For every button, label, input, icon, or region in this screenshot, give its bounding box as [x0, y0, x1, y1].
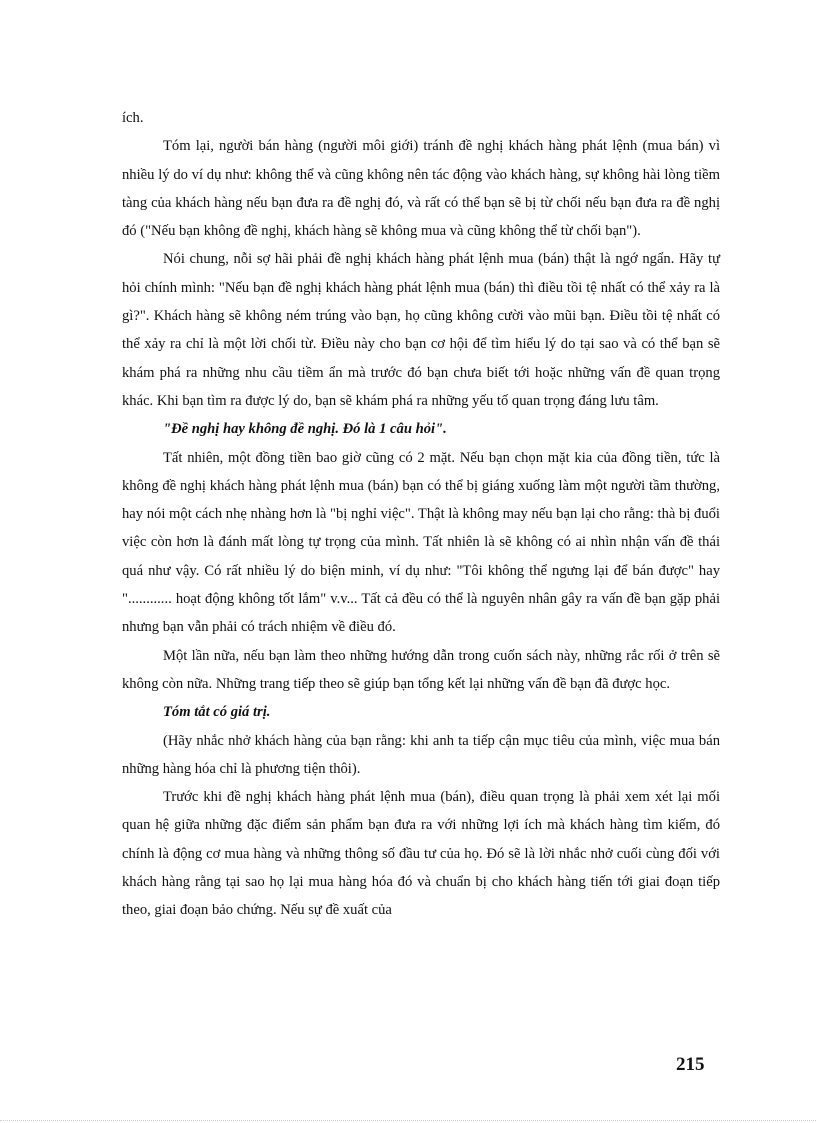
paragraph: (Hãy nhắc nhở khách hàng của bạn rằng: khi anh ta tiếp cận mục tiêu của mình, việc mua bán những hàng hóa chỉ là phương tiện thôi).: [122, 732, 720, 777]
paragraph: Tất nhiên, một đồng tiền bao giờ cũng có 2 mặt. Nếu bạn chọn mặt kia của đồng tiền, tức là không đề nghị khách hàng phát lệnh mua (bán) bạn có thể bị giáng xuống làm một người tầm thường, hay nói một cách nhẹ nhàng hơn là "bị nghỉ việc". Thật là không may nếu bạn lại cho rằng: thà bị đuổi việc còn hơn là đánh mất lòng tự trọng của mình. Tất nhiên là sẽ không có ai nhìn nhận vấn đề thái quá như vậy. Có rất nhiều lý do biện minh, ví dụ như: "Tôi không thể ngưng lại để bán được" hay "............ hoạt động không tốt lắm" v.v... Tất cả đều có thể là nguyên nhân gây ra vấn đề bạn gặp phải nhưng bạn vẫn phải có trách nhiệm về điều đó.: [122, 449, 720, 636]
paragraph: Nói chung, nỗi sợ hãi phải đề nghị khách hàng phát lệnh mua (bán) thật là ngớ ngẩn. Hãy tự hỏi chính mình: "Nếu bạn đề nghị khách hàng phát lệnh mua (bán) thì điều tồi tệ nhất có thể xảy ra là gì?". Khách hàng sẽ không ném trúng vào bạn, họ cũng không cười vào mũi bạn. Điều tồi tệ nhất có thể xảy ra chỉ là một lời chối từ. Điều này cho bạn cơ hội để tìm hiểu lý do tại sao và có thể bạn sẽ khám phá ra những nhu cầu tiềm ẩn mà trước đó bạn chưa biết tới hoặc những vấn đề quan trọng khác. Khi bạn tìm ra được lý do, bạn sẽ khám phá ra những yếu tố quan trọng đáng lưu tâm.: [122, 251, 720, 409]
paragraph: Trước khi đề nghị khách hàng phát lệnh mua (bán), điều quan trọng là phải xem xét lại mối quan hệ giữa những đặc điểm sản phẩm bạn đưa ra với những lợi ích mà khách hàng tìm kiếm, đó chính là động cơ mua hàng và những thông số đầu tư của họ. Đó sẽ là lời nhắc nhở cuối cùng đối với khách hàng rằng tại sao họ lại mua hàng hóa đó và chuẩn bị cho khách hàng tiến tới giai đoạn tiếp theo, giai đoạn bảo chứng. Nếu sự đề xuất của: [122, 789, 720, 919]
paragraph: Một lần nữa, nếu bạn làm theo những hướng dẫn trong cuốn sách này, những rắc rối ở trên sẽ không còn nữa. Những trang tiếp theo sẽ giúp bạn tổng kết lại những vấn đề bạn đã được học.: [122, 647, 720, 692]
section-heading: "Đề nghị hay không đề nghị. Đó là 1 câu hỏi".: [163, 421, 447, 438]
body-text: [122, 104, 720, 925]
paragraph: Tóm lại, người bán hàng (người môi giới) tránh đề nghị khách hàng phát lệnh (mua bán) vì nhiều lý do ví dụ như: không thể và cũng không nên tác động vào khách hàng, sự không hài lòng tiềm tàng của khách hàng nếu bạn đưa ra đề nghị đó, và rất có thể bạn sẽ bị từ chối nếu bạn đưa ra đề nghị đó ("Nếu bạn không đề nghị, khách hàng sẽ không mua và cũng không thể từ chối bạn").: [122, 138, 720, 240]
page-bottom-divider: [0, 1120, 816, 1121]
section-heading: Tóm tắt có giá trị.: [163, 704, 271, 721]
paragraph-continuation: ích.: [122, 110, 144, 126]
page-number: 215: [676, 1054, 705, 1075]
